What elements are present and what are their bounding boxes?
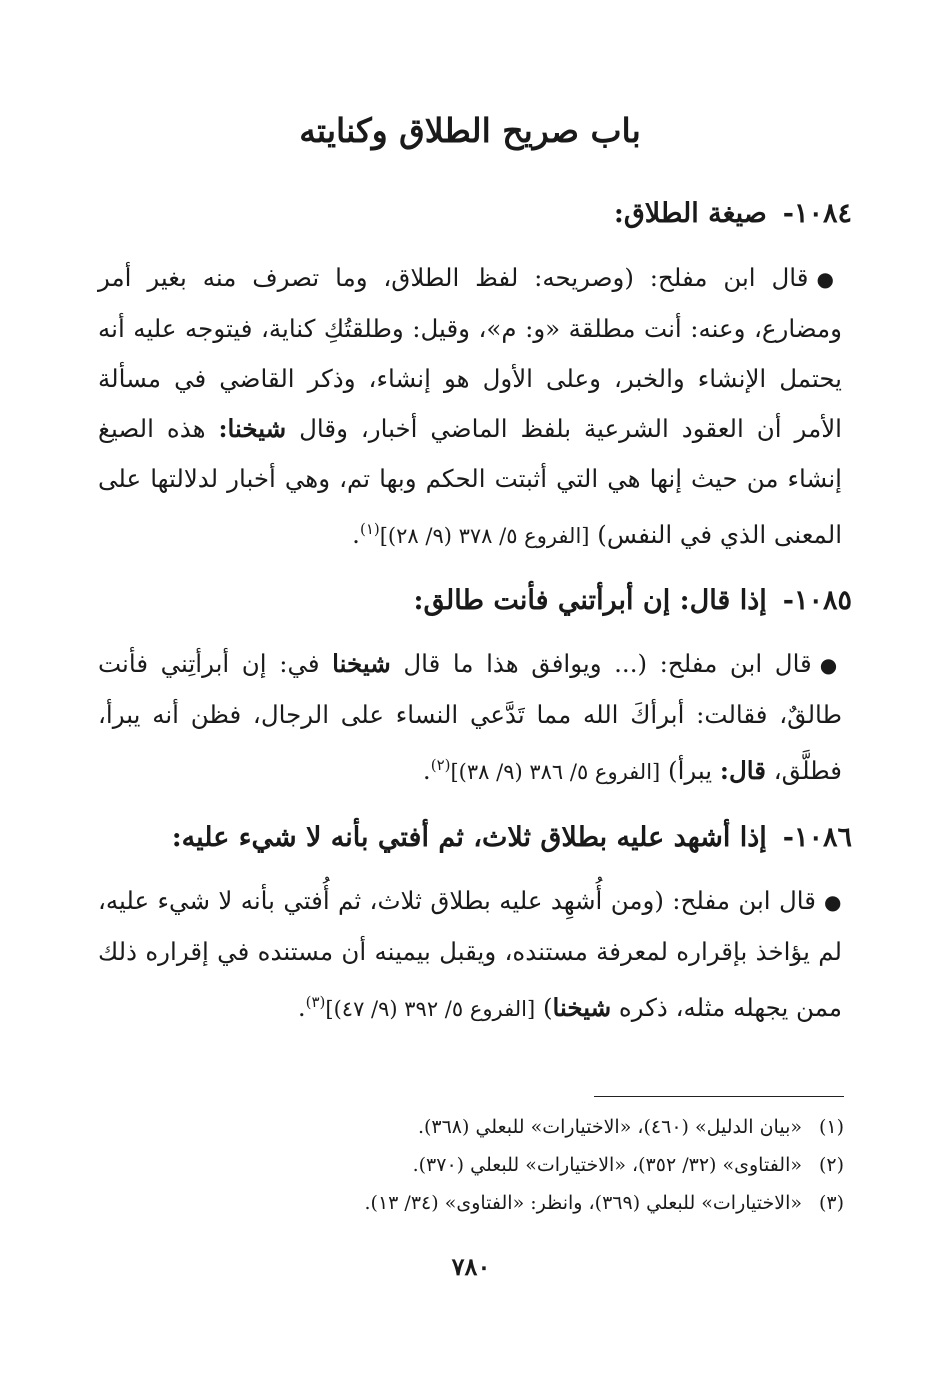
footnote-mark[interactable]: (١)	[359, 519, 380, 538]
source-reference: [الفروع ٥/ ٣٨٦ (٩/ ٣٨)]	[450, 760, 661, 785]
section-heading-1085	[98, 581, 852, 622]
chapter-title: باب صريح الطلاق وكنايته	[299, 111, 641, 150]
section-title: إذا أشهد عليه بطلاق ثلاث، ثم أفتي بأنه لا شيء عليه:	[171, 821, 767, 853]
source-reference: [الفروع ٥/ ٣٧٨ (٩/ ٢٨)]	[379, 523, 590, 548]
footnote-number: (٢)	[818, 1154, 844, 1176]
section-paragraph-1086	[98, 876, 842, 1034]
footnote-mark[interactable]: (٢)	[430, 756, 451, 775]
source-reference: [الفروع ٥/ ٣٩٢ (٩/ ٤٧)]	[325, 997, 536, 1022]
section-paragraph-1084	[98, 253, 842, 561]
footnote-number: (١)	[818, 1116, 844, 1138]
footnote-item	[98, 1184, 844, 1222]
paragraph-bold-text: قال:	[719, 756, 766, 786]
section-number: ١٠٨٥-	[782, 584, 852, 616]
section-title: صيغة الطلاق:	[613, 198, 767, 230]
paragraph-bold-text: شيخنا:	[218, 413, 287, 443]
paragraph-bold-text: شيخنا	[552, 993, 612, 1023]
paragraph-text: )	[535, 993, 553, 1023]
footnote-text: «الاختيارات» للبعلي (٣٦٩)، وانظر: «الفتاوى» (٣٤/ ١٣).	[364, 1192, 802, 1214]
section-paragraph-1085	[98, 639, 842, 797]
paragraph-text: هذه الصيغ إنشاء من حيث إنها هي التي أثبتت الحكم وبها تم، وهي أخبار لدلالتها على المعنى الذي في النفس)	[98, 413, 842, 549]
bullet-icon: ●	[819, 653, 842, 678]
paragraph-text: يبرأ)	[660, 756, 720, 786]
bullet-icon: ●	[816, 266, 843, 291]
paragraph-text: قال ابن مفلح: (وصريحه: لفظ الطلاق، وما تصرف منه بغير أمر ومضارع، وعنه: أنت مطلقة «و: م»، وقيل: وطلقتُكِ كناية، فيتوجه عليه أنه يحتمل الإنشاء والخبر، وعلى الأول هو إنشاء، وذكر القاضي في مسألة الأمر أن العقود الشرعية بلفظ الماضي أخبار، وقال	[98, 262, 842, 443]
sentence-end: .	[297, 993, 306, 1023]
footnote-number: (٣)	[818, 1192, 844, 1214]
sentence-end: .	[352, 519, 360, 549]
footnote-divider	[594, 1096, 844, 1097]
footnotes	[98, 1108, 844, 1222]
footnote-item	[98, 1108, 844, 1146]
footnote-item	[98, 1146, 844, 1184]
footnote-text: «بيان الدليل» (٤٦٠)، «الاختيارات» للبعلي (٣٦٨).	[417, 1116, 802, 1138]
section-number: ١٠٨٦-	[782, 821, 852, 853]
page-number: ٧٨٠	[451, 1252, 491, 1281]
paragraph-text: قال ابن مفلح: (ومن أُشهِد عليه بطلاق ثلاث، ثم أُفتي بأنه لا شيء عليه، لم يؤاخذ بإقراره لمعرفة مستنده، ويقبل بيمينه أن مستنده في إقراره ذلك ممن يجهله مثله، ذكره	[98, 886, 842, 1023]
footnote-text: «الفتاوى» (٣٢/ ٣٥٢)، «الاختيارات» للبعلي (٣٧٠).	[412, 1154, 802, 1176]
paragraph-text: في: إن أبرأتِني فأنت طالقٌ، فقالت: أبرأكَ الله مما تَدَّعي النساء على الرجال، فظن أنه يبرأ، فطلَّق،	[98, 649, 842, 786]
section-number: ١٠٨٤-	[782, 198, 852, 230]
section-title: إذا قال: إن أبرأتني فأنت طالق:	[413, 584, 767, 616]
bullet-icon: ●	[823, 890, 843, 914]
section-heading-1086	[98, 818, 852, 859]
footnote-mark[interactable]: (٣)	[305, 993, 326, 1011]
paragraph-text: قال ابن مفلح: (... ويوافق هذا ما قال	[390, 649, 812, 679]
sentence-end: .	[422, 756, 431, 786]
paragraph-bold-text: شيخنا	[332, 649, 391, 679]
section-heading-1084	[98, 194, 852, 235]
